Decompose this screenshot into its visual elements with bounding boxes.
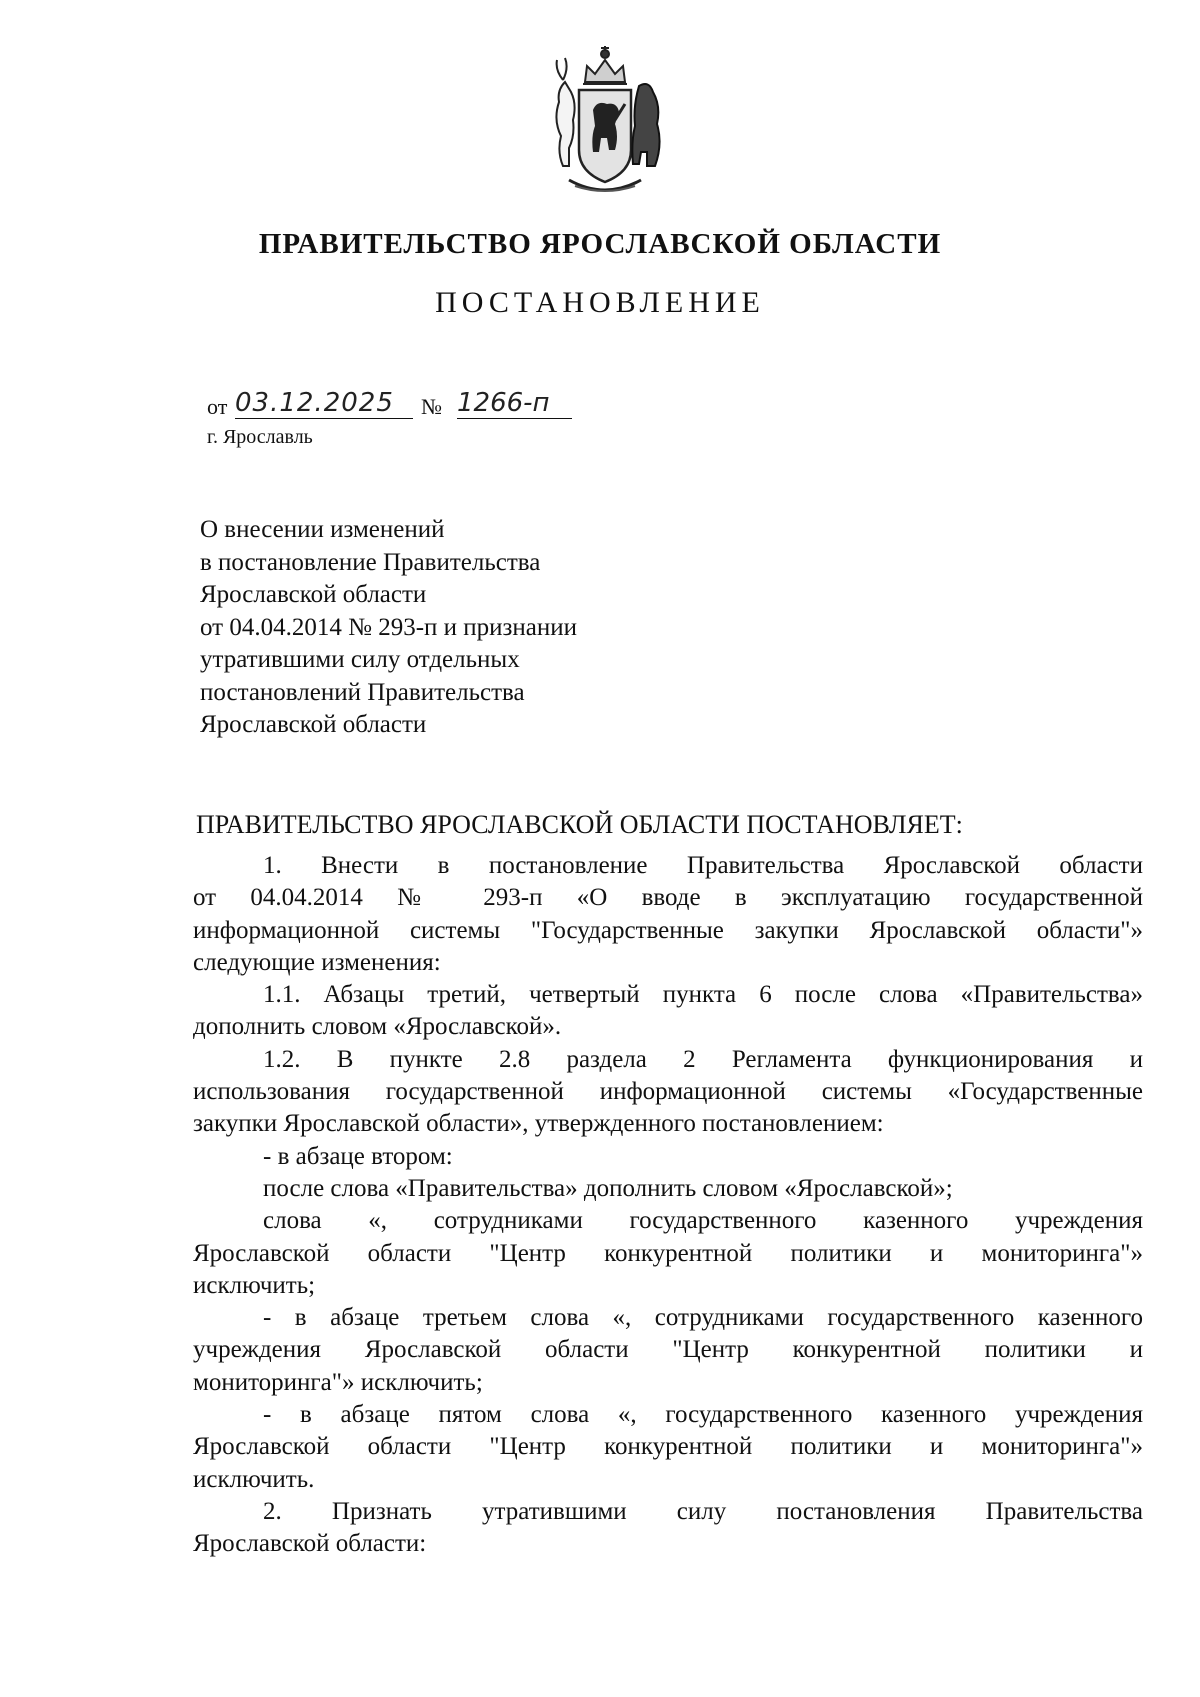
- body-line: от 04.04.2014 № 293-п «О вводе в эксплуатацию государственной: [193, 884, 1143, 912]
- document-body: [193, 850, 1143, 1561]
- body-line: - в абзаце втором:: [263, 1142, 453, 1170]
- date-number-line: [207, 388, 607, 422]
- date-prefix: от: [207, 394, 228, 419]
- subject-line: О внесении изменений: [200, 516, 445, 543]
- body-line: дополнить словом «Ярославской».: [193, 1013, 562, 1041]
- subject-line: Ярославской области: [200, 711, 427, 738]
- coat-of-arms-icon: [535, 40, 675, 200]
- body-line: 1.1. Абзацы третий, четвертый пункта 6 после слова «Правительства»: [263, 981, 1143, 1009]
- body-line: следующие изменения:: [193, 948, 441, 976]
- subject-line: постановлений Правительства: [200, 678, 525, 706]
- document-title: ПРАВИТЕЛЬСТВО ЯРОСЛАВСКОЙ ОБЛАСТИ: [258, 228, 942, 260]
- number-prefix: №: [421, 394, 442, 419]
- subject-line: от 04.04.2014 № 293-п и признании: [200, 613, 578, 641]
- body-line: - в абзаце третьем слова «, сотрудниками государственного казенного: [263, 1304, 1143, 1332]
- body-line: информационной системы "Государственные закупки Ярославской области"»: [193, 916, 1143, 944]
- resolution-heading: ПРАВИТЕЛЬСТВО ЯРОСЛАВСКОЙ ОБЛАСТИ ПОСТАНОВЛЯЕТ:: [196, 810, 963, 839]
- body-line: Ярославской области "Центр конкурентной политики и мониторинга"»: [193, 1239, 1143, 1267]
- city: г. Ярославль: [207, 426, 313, 448]
- body-line: исключить;: [193, 1271, 316, 1299]
- body-line: использования государственной информационной системы «Государственные: [193, 1078, 1143, 1106]
- body-line: 1.2. В пункте 2.8 раздела 2 Регламента функционирования и: [263, 1045, 1143, 1073]
- subject-line: утратившими силу отдельных: [200, 646, 520, 673]
- body-line: исключить.: [193, 1465, 315, 1493]
- body-line: Ярославской области "Центр конкурентной политики и мониторинга"»: [193, 1433, 1143, 1461]
- body-line: закупки Ярославской области», утвержденного постановлением:: [193, 1110, 884, 1138]
- document-subject: [200, 514, 577, 742]
- body-line: 1. Внести в постановление Правительства Ярославской области: [263, 852, 1143, 879]
- subject-line: в постановление Правительства: [200, 548, 541, 576]
- document-number: 1266-п: [457, 388, 572, 419]
- body-line: - в абзаце пятом слова «, государственного казенного учреждения: [263, 1401, 1143, 1429]
- body-line: 2. Признать утратившими силу постановления Правительства: [263, 1497, 1143, 1525]
- body-line: учреждения Ярославской области "Центр конкурентной политики и: [193, 1336, 1143, 1364]
- body-line: Ярославской области:: [193, 1530, 427, 1558]
- body-line: мониторинга"» исключить;: [193, 1368, 483, 1396]
- document-type: ПОСТАНОВЛЕНИЕ: [435, 286, 765, 319]
- body-line: после слова «Правительства» дополнить словом «Ярославской»;: [263, 1174, 953, 1202]
- subject-line: Ярославской области: [200, 581, 427, 608]
- document-date: 03.12.2025: [235, 388, 413, 419]
- body-line: слова «, сотрудниками государственного казенного учреждения: [263, 1207, 1143, 1235]
